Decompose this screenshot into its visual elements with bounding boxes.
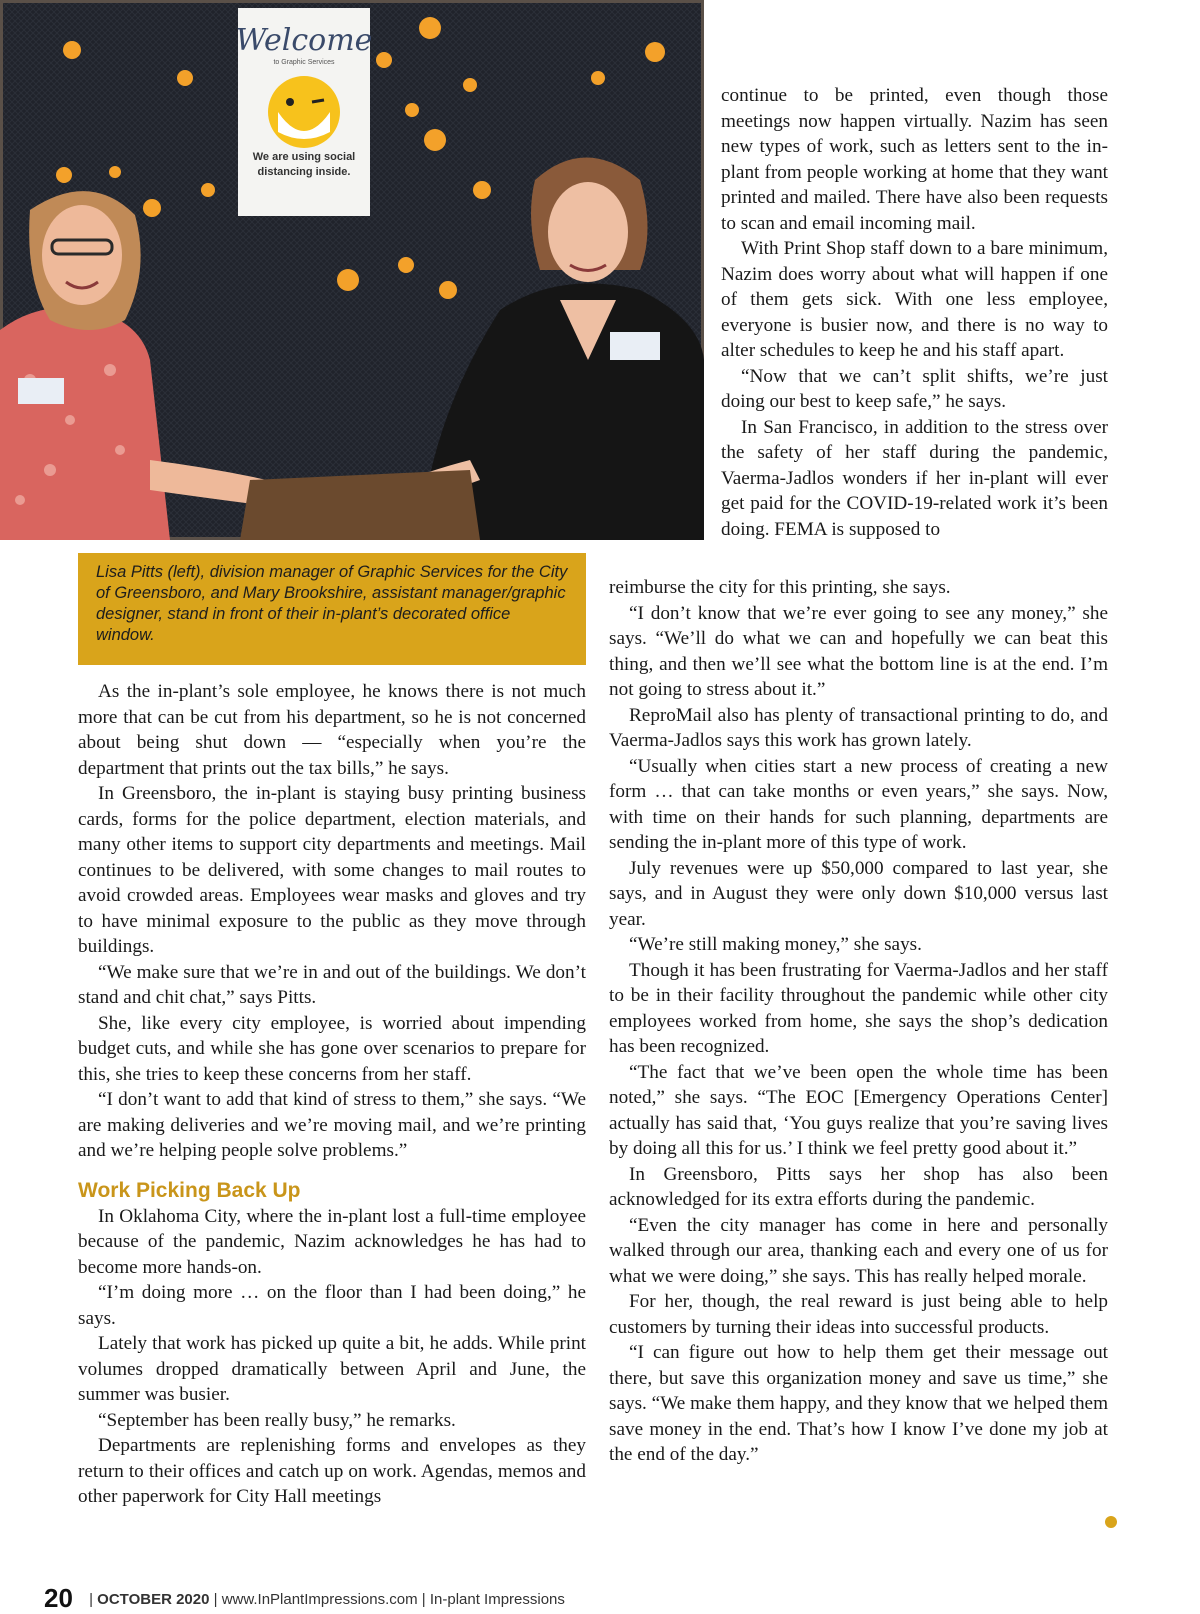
paragraph: In Oklahoma City, where the in-plant lost a full-time employee because of the pandemic, Nazim acknowledges he has had to become more hands-on.: [78, 1205, 586, 1278]
photo-caption: Lisa Pitts (left), division manager of Graphic Services for the City of Greensboro, and Mary Brookshire, assistant manager/graphic designer, stand in front of their in-plant’s decorated office window.: [78, 553, 586, 665]
paragraph: In Greensboro, Pitts says her shop has also been acknowledged for its extra efforts during the pandemic.: [609, 1163, 1108, 1210]
paragraph: “September has been really busy,” he remarks.: [98, 1409, 456, 1431]
paragraph: Departments are replenishing forms and envelopes as they return to their offices and catch up on work. Agendas, memos and other paperwork for City Hall meetings: [78, 1435, 586, 1507]
sign-subtitle: to Graphic Services: [273, 59, 335, 66]
paragraph: Though it has been frustrating for Vaerma-Jadlos and her staff to be in their facility throughout the pandemic while other city employees worked from home, she says the shop’s dedication has been recognized.: [609, 959, 1108, 1057]
paragraph: continue to be printed, even though those meetings now happen virtually. Nazim has seen new types of work, such as letters sent to the in-plant from people working at home that they want printed and mailed. There have also been requests to scan and email incoming mail.: [721, 85, 1108, 234]
website-link[interactable]: www.InPlantImpressions.com: [221, 1591, 418, 1608]
issue-date: OCTOBER 2020: [97, 1591, 210, 1608]
paragraph: “I don’t want to add that kind of stress to them,” she says. “We are making deliveries and we’re moving mail, and we’re printing and we’re helping people solve problems.”: [78, 1089, 586, 1161]
publication-name: In-plant Impressions: [429, 1591, 565, 1608]
paragraph: “I’m doing more … on the floor than I had been doing,” he says.: [78, 1282, 586, 1329]
paragraph: In San Francisco, in addition to the stress over the safety of her staff during the pandemic, Vaerma-Jadlos wonders if her in-plant will ever get paid for the COVID-19-related work it’s been doing. FEMA is supposed to: [721, 416, 1108, 540]
end-mark-icon: [1105, 1516, 1117, 1528]
right-column-main: [609, 575, 1108, 1468]
paragraph: ReproMail also has plenty of transactional printing to do, and Vaerma-Jadlos says this work has grown lately.: [609, 704, 1108, 751]
paragraph: reimburse the city for this printing, she says.: [609, 577, 951, 598]
section-subhead: Work Picking Back Up: [78, 1178, 301, 1202]
article-photo: [0, 0, 704, 540]
paragraph: July revenues were up $50,000 compared to last year, she says, and in August they were only down $10,000 versus last year.: [609, 857, 1108, 930]
footer-separator: |: [421, 1591, 426, 1608]
paragraph: “I can figure out how to help them get their message out there, but save this organization money and save us time,” she says. “We make them happy, and they know that we helped them save money in the end. That’s how I know I’ve done my job at the end of the day.”: [609, 1342, 1108, 1465]
paragraph: “I don’t know that we’re ever going to see any money,” she says. “We’ll do what we can and hopefully we can beat this thing, and then we’ll see what the bottom line is at the end. I’m not going to stress about it.”: [609, 602, 1108, 700]
footer-separator: |: [89, 1591, 93, 1608]
paragraph: In Greensboro, the in-plant is staying busy printing business cards, forms for the police department, election materials, and many other items to support city departments and meetings. Mail continues to be delivered, with some changes to mail routes to avoid crowded areas. Employees wear masks and gloves and try to have minimal exposure to the public as they move through buildings.: [78, 783, 586, 957]
paragraph: “We make sure that we’re in and out of the buildings. We don’t stand and chit chat,” says Pitts.: [78, 961, 586, 1008]
paragraph: Lately that work has picked up quite a bit, he adds. While print volumes dropped dramatically between April and June, the summer was busier.: [78, 1333, 586, 1405]
page-footer: [44, 1583, 565, 1614]
photo-illustration: [0, 0, 704, 540]
paragraph: “Even the city manager has come in here and personally walked through our area, thanking each and every one of us for what we were doing,” she says. This has really helped morale.: [609, 1214, 1108, 1287]
sign-title: Welcome: [235, 23, 373, 58]
paragraph: “The fact that we’ve been open the whole time has been noted,” she says. “The EOC [Emergency Operations Center] actually has said that, ‘You guys realize that you’re saving lives by doing all this for us.’ I think we feel pretty good about it.”: [609, 1061, 1108, 1159]
paragraph: She, like every city employee, is worried about impending budget cuts, and while she has gone over scenarios to prepare for this, she tries to keep these concerns from her staff.: [78, 1012, 586, 1085]
page-number: 20: [44, 1583, 73, 1613]
paragraph: “We’re still making money,” she says.: [629, 934, 922, 955]
paragraph: “Now that we can’t split shifts, we’re just doing our best to keep safe,” he says.: [721, 365, 1108, 412]
right-column-top: [721, 83, 1108, 542]
footer-separator: |: [213, 1591, 218, 1608]
paragraph: As the in-plant’s sole employee, he knows there is not much more that can be cut from his department, so he is not concerned about being shut down — “especially when you’re the department that prints out the tax bills,” he says.: [78, 681, 586, 779]
paragraph: With Print Shop staff down to a bare minimum, Nazim does worry about what will happen if one of them gets sick. With one less employee, everyone is busier now, and there is no way to alter schedules to keep he and his staff apart.: [721, 238, 1108, 361]
sign-text: We are using social distancing inside.: [252, 151, 356, 178]
left-column: [78, 679, 586, 1510]
paragraph: “Usually when cities start a new process of creating a new form … that can take months or even years,” she says. Now, with time on their hands for such planning, departments are sending the in-plant more of this type of work.: [609, 755, 1108, 853]
paragraph: For her, though, the real reward is just being able to help customers by turning their ideas into successful products.: [609, 1291, 1108, 1338]
